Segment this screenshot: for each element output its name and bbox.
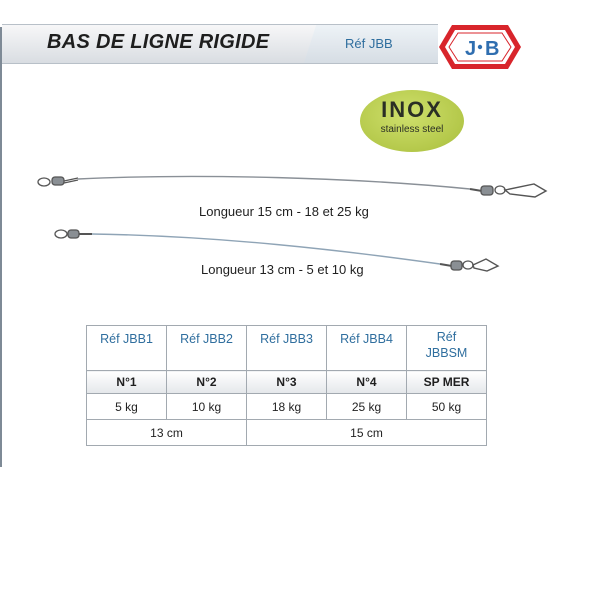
product-reference: Réf JBB bbox=[345, 36, 393, 51]
swivel-ring-left bbox=[38, 178, 50, 186]
title-bar bbox=[2, 24, 320, 64]
weight-cell: 10 kg bbox=[167, 394, 247, 420]
ref-cell-jbbsm: Réf JBBSM bbox=[407, 326, 487, 371]
stainless-steel-label: stainless steel bbox=[380, 124, 444, 135]
ref-cell-jbb2: Réf JBB2 bbox=[167, 326, 247, 371]
number-cell: N°4 bbox=[327, 371, 407, 394]
logo-letter-j: J bbox=[465, 38, 477, 60]
logo-letter-b: B bbox=[485, 38, 500, 60]
number-cell: N°3 bbox=[247, 371, 327, 394]
number-cell: N°1 bbox=[87, 371, 167, 394]
logo-dot bbox=[478, 45, 482, 49]
crimp-left bbox=[64, 178, 78, 183]
product-title: BAS DE LIGNE RIGIDE bbox=[47, 31, 270, 53]
leader-15cm-caption: Longueur 15 cm - 18 et 25 kg bbox=[199, 204, 369, 219]
ref-cell-jbb4: Réf JBB4 bbox=[327, 326, 407, 371]
weight-cell: 5 kg bbox=[87, 394, 167, 420]
ref-cell-jbb3: Réf JBB3 bbox=[247, 326, 327, 371]
number-cell: SP MER bbox=[407, 371, 487, 394]
weight-cell: 25 kg bbox=[327, 394, 407, 420]
swivel-barrel-right bbox=[481, 186, 493, 195]
left-border-rule bbox=[0, 27, 2, 467]
leader-13cm-caption: Longueur 13 cm - 5 et 10 kg bbox=[201, 262, 364, 277]
inox-badge bbox=[360, 90, 464, 152]
length-row bbox=[87, 420, 487, 446]
jb-brand-logo bbox=[438, 24, 522, 70]
reference-row bbox=[87, 326, 487, 371]
length-cell-15cm: 15 cm bbox=[247, 420, 487, 446]
inox-label: INOX bbox=[381, 97, 443, 122]
spec-table bbox=[86, 325, 487, 446]
swivel-ring-right bbox=[495, 186, 505, 194]
weight-cell: 50 kg bbox=[407, 394, 487, 420]
length-cell-13cm: 13 cm bbox=[87, 420, 247, 446]
swivel-barrel-left bbox=[52, 177, 64, 185]
snap-right bbox=[505, 184, 546, 197]
wire-13cm bbox=[92, 234, 440, 264]
weight-row bbox=[87, 394, 487, 420]
wire-15cm bbox=[78, 176, 470, 189]
ref-cell-jbb1: Réf JBB1 bbox=[87, 326, 167, 371]
weight-cell: 18 kg bbox=[247, 394, 327, 420]
swivel-barrel-right bbox=[451, 261, 462, 270]
swivel-ring-left bbox=[55, 230, 67, 238]
swivel-ring-right bbox=[463, 261, 473, 269]
leader-15cm bbox=[38, 176, 546, 197]
number-cell: N°2 bbox=[167, 371, 247, 394]
reference-bar bbox=[320, 24, 438, 64]
product-header bbox=[2, 24, 492, 64]
snap-right bbox=[473, 259, 498, 271]
number-row bbox=[87, 371, 487, 394]
swivel-barrel-left bbox=[68, 230, 79, 238]
